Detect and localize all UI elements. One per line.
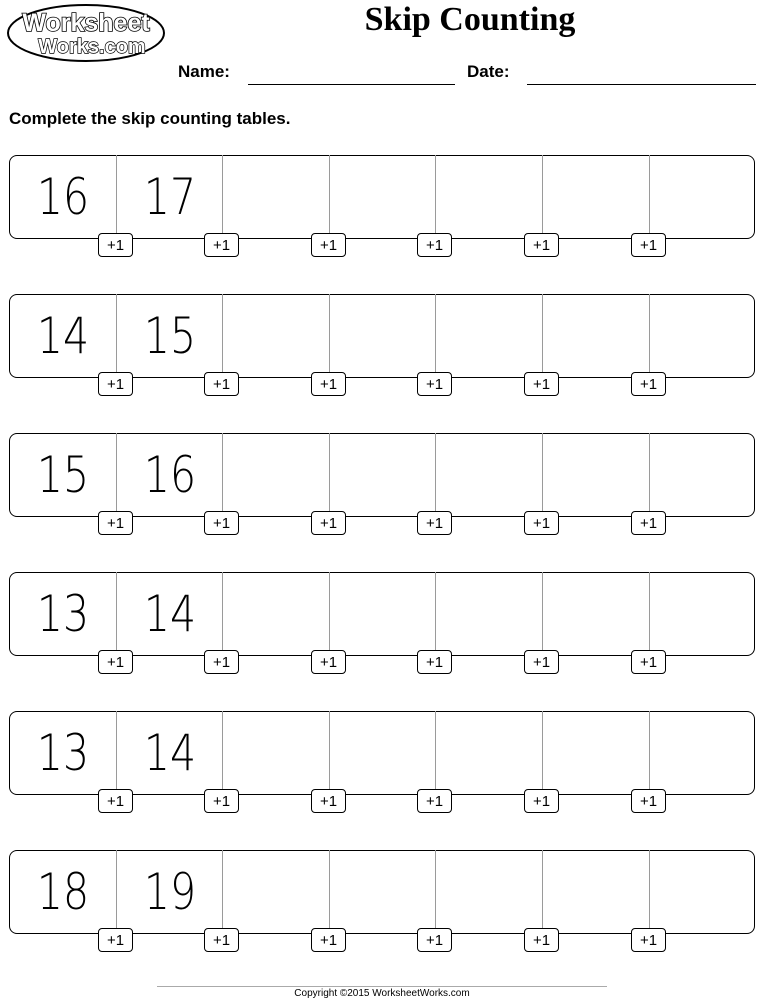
table-cell: 13 [36,724,90,782]
step-badge: +1 [524,372,559,396]
worksheetworks-logo [6,3,166,63]
step-badge: +1 [631,511,666,535]
step-badge: +1 [311,650,346,674]
step-badge: +1 [204,511,239,535]
step-badge: +1 [417,233,452,257]
skip-table [9,850,755,949]
step-badge: +1 [524,928,559,952]
table-frame [9,155,755,239]
step-badge: +1 [204,372,239,396]
table-frame [9,572,755,656]
copyright: Copyright ©2015 WorksheetWorks.com [294,988,470,999]
instructions: Complete the skip counting tables. [9,109,291,128]
step-badge: +1 [311,372,346,396]
step-badge: +1 [631,928,666,952]
step-badge: +1 [98,789,133,813]
table-cell: 19 [143,863,197,921]
table-cell: 14 [36,307,90,365]
step-badge: +1 [524,789,559,813]
step-badge: +1 [417,650,452,674]
step-badge: +1 [417,789,452,813]
table-cell: 15 [36,446,90,504]
date-label: Date: [467,62,510,81]
step-badge: +1 [311,789,346,813]
table-frame [9,850,755,934]
name-line[interactable] [248,84,455,85]
skip-table [9,155,755,254]
skip-table [9,433,755,532]
step-badge: +1 [631,372,666,396]
step-badge: +1 [631,233,666,257]
step-badge: +1 [311,233,346,257]
step-badge: +1 [204,233,239,257]
table-frame [9,294,755,378]
step-badge: +1 [631,650,666,674]
table-cell: 17 [143,168,197,226]
footer-divider [157,986,607,987]
step-badge: +1 [204,789,239,813]
skip-table [9,572,755,671]
name-label: Name: [178,62,230,81]
table-cell: 16 [143,446,197,504]
step-badge: +1 [524,233,559,257]
table-cell: 14 [143,585,197,643]
step-badge: +1 [204,650,239,674]
step-badge: +1 [631,789,666,813]
logo-text-line2: Works.com [38,36,146,58]
step-badge: +1 [98,650,133,674]
step-badge: +1 [98,372,133,396]
step-badge: +1 [524,511,559,535]
skip-table [9,294,755,393]
skip-table [9,711,755,810]
step-badge: +1 [417,928,452,952]
step-badge: +1 [417,511,452,535]
step-badge: +1 [98,511,133,535]
step-badge: +1 [98,233,133,257]
table-cell: 18 [36,863,90,921]
step-badge: +1 [98,928,133,952]
step-badge: +1 [311,928,346,952]
date-line[interactable] [527,84,756,85]
step-badge: +1 [417,372,452,396]
table-cell: 16 [36,168,90,226]
step-badge: +1 [311,511,346,535]
table-cell: 14 [143,724,197,782]
table-frame [9,711,755,795]
table-cell: 13 [36,585,90,643]
page-title: Skip Counting [364,1,576,38]
step-badge: +1 [204,928,239,952]
logo-text-line1: Worksheet [22,9,150,37]
step-badge: +1 [524,650,559,674]
table-cell: 15 [143,307,197,365]
table-frame [9,433,755,517]
